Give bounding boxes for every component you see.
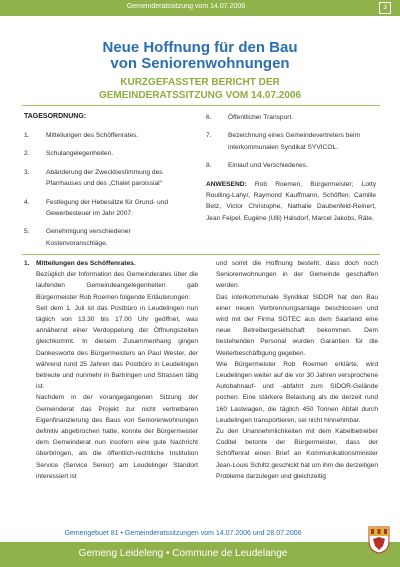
agenda-item: 8. Einlauf und Verschiedenes. (206, 162, 308, 170)
subtitle-line2: GEMEINDERATSSITZUNG VOM 14.07.2006 (98, 90, 302, 101)
footer-bar-text: Gemeng Leideleng • Commune de Leudelange (78, 548, 288, 559)
agenda-left-column (24, 130, 184, 256)
section1-right-p4: Zu den Unannehmlichkeiten mit dem Kabelbetreiber Coditel betonte der Bürgermeister, dass der Schöffenrat einen Brief an Kommunikationsminister Jean-Louis Schiltz geschickt hat um ihm die derzeitigen Probleme darzulegen und gleichzeitig (216, 428, 378, 480)
section1-left-p3: Nachdem in der vorangegangenen Sitzung der Gemeinderat das Projekt zur nicht vertretbaren Eigenfinanzierung des Baus von Seniorenwohnungen definitiv abgebrochen hatte, konnte der Bürgermeister dem Gemeinderat nun insofern eine gute Nachricht überbringen, als die öffentlich-rechtliche Institution Service (Service Senior) am Leudelinger Standort interessiert ist (36, 394, 198, 480)
section1-left-column (24, 258, 198, 482)
section1-left-p2: Seit dem 1. Juli ist das Postbüro in Leudelingen nun täglich von 13.30 bis 17.00 Uhr geöffnet, was annähernd einer Verdoppelung der Öffnungszeiten gleichkommt. In diesem Zusammenhang gingen Dankesworte des Bürgermeisters an Paul Wester, der während rund 25 Jahren das Postbüro in Leudelingen betreute und nunmehr in Bartringen und Strassen tätig ist. (36, 304, 198, 391)
attendance-label: ANWESEND: (206, 180, 247, 188)
section1-right-p2: Das interkommunale Syndikat SIDOR hat den Bau einer neuen Verbrennungsanlage beschlossen und wird mit der Firma SOTEC aus dem Saarland eine neue Betreibergesellschaft bekommen. Dem bestehenden Personal wurden Garantien für die Weiterbeschäftigung gegeben. (216, 293, 378, 357)
top-divider (22, 105, 380, 106)
agenda-heading: TAGESORDNUNG: (24, 113, 87, 120)
agenda-right-column (206, 112, 376, 224)
section1-right-p3: Wie Bürgermeister Rob Roemen erklärte, wird Leudelingen weiter auf die vor 30 Jahren versprochene Autobahnauf- und -abfahrt zum SIDOR-Gelände pochen. Eine stärkere Belastung als die derzeit rund 160 Lastwagen, die täglich 450 Tonnen Abfall durch Leudelingen transportieren, sei nicht hinnehmbar. (216, 360, 378, 424)
section1-left-p1: Bezüglich der Information des Gemeinderates über die laufenden Gemeindeangelegenheiten gab Bürgermeister Rob Roemen folgende Erläuterungen: (36, 271, 198, 301)
page-number: 3 (379, 2, 391, 14)
section1-title: Mitteilungen des Schöffenrates. (36, 260, 136, 267)
agenda-item: 4. Festlegung der Hebesätze für Grund- und Gewerbesteuer im Jahr 2007. (24, 198, 169, 218)
municipal-coat-of-arms-icon (368, 526, 390, 554)
subtitle-line1: KURZGEFASSTER BERICHT DER (120, 77, 280, 88)
agenda-item: 3. Abänderung der Zweckbestimmung des Pfarrhauses und des „Chalet paroissial“ (24, 168, 163, 188)
section1-right-p1: und somit die Hoffnung besteht, dass doch noch Seniorenwohnungen in der Gemeinde geschaffen werden. (216, 260, 378, 290)
header-title: Gemeinderatssitzung vom 14.07.2006 (126, 3, 246, 10)
agenda-item: 5. Genehmigung verschiedener Kostenvoranschläge. (24, 228, 131, 247)
agenda-item: 7. Bezeichnung eines Gemeindevertreters beim interkommunalen Syndikat SYVICOL. (206, 132, 360, 151)
agenda-item: 1. Mitteilungen des Schöffenrates. (24, 132, 139, 139)
agenda-item: 2. Schulangelegenheiten. (24, 150, 114, 158)
attendance-paragraph (206, 179, 376, 225)
agenda-item: 6. Öffentlicher Transport. (206, 114, 294, 121)
section1-right-column (216, 258, 378, 482)
page-title-line2: von Seniorenwohnungen (110, 55, 290, 72)
footer-line: Gemengebuet 81 • Gemeinderatssitzungen vom 14.07.2006 und 28.07.2006 (64, 530, 302, 537)
header-bar (0, 0, 400, 16)
section1-number: 1. (24, 260, 30, 267)
page-title-line1: Neue Hoffnung für den Bau (102, 39, 298, 56)
footer-bar (0, 542, 400, 567)
section1-heading (24, 258, 198, 269)
attendance-text: Rob Roemen, Bürgermeister; Lotty Roulling-Lahyr, Raymond Kauffmann, Schöffen; Camille Betz, Victor Christophe, Nathalie Daubenfeld-Reinert, Jean Feipel, Eugène (Ulli) Halsdorf, Marcel Jakobs, Räte. (206, 180, 376, 222)
middle-divider (22, 254, 380, 255)
